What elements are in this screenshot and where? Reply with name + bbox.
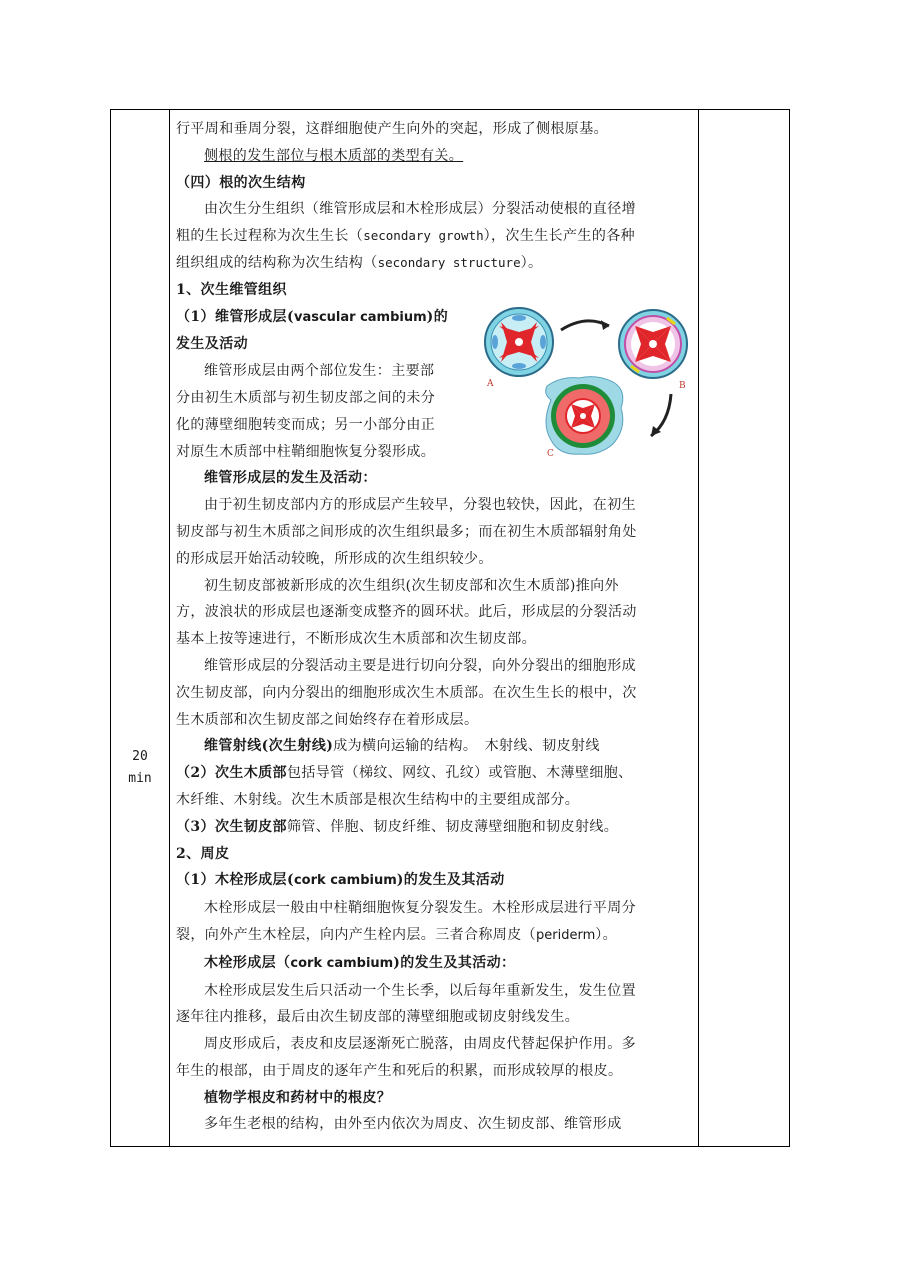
text-line: （2）次生木质部包括导管（梯纹、网纹、孔纹）或管胞、木薄壁细胞、 [176,765,633,782]
time-value: 20 [132,749,148,764]
label-c: C [547,449,554,459]
time-cell [111,746,169,790]
text-line: 裂，向外产生木栓层，向内产生栓内层。三者合称周皮（periderm）。 [176,926,618,943]
text-line: 多年生老根的结构，由外至内依次为周皮、次生韧皮部、维管形成 [204,1116,622,1133]
text-line: 初生韧皮部被新形成的次生组织(次生韧皮部和次生木质部)推向外 [204,577,619,594]
subsection-heading: 木栓形成层（cork cambium)的发生及其活动： [204,954,516,971]
text-line: 木纤维、木射线。次生木质部是根次生结构中的主要组成部分。 [176,791,580,808]
text-line: 维管形成层由两个部位发生：主要部 [204,363,435,380]
column-divider [169,110,170,1146]
text-line: 行平周和垂周分裂，这群细胞使产生向外的突起，形成了侧根原基。 [176,121,608,137]
label-b: B [679,381,686,391]
text-line: 组织组成的结构称为次生结构（secondary structure）。 [176,254,543,271]
text-line: 方，波浪状的形成层也逐渐变成整齐的圆环状。此后，形成层的分裂活动 [176,604,637,621]
subsection-heading: （1）维管形成层(vascular cambium)的 [176,308,449,325]
section-heading: （四）根的次生结构 [176,174,306,191]
text-line: 的形成层开始活动较晚，所形成的次生组织较少。 [176,550,493,567]
text-line: 周皮形成后，表皮和皮层逐渐死亡脱落，由周皮代替起保护作用。多 [204,1036,636,1053]
text-line: 侧根的发生部位与根木质部的类型有关。 [204,147,464,164]
text-line: 年生的根部，由于周皮的逐年产生和死后的积累，而形成较厚的根皮。 [176,1062,623,1079]
text-line: 木栓形成层发生后只活动一个生长季，以后每年重新发生，发生位置 [204,982,636,999]
text-line: 基本上按等速进行，不断形成次生木质部和次生韧皮部。 [176,631,536,648]
text-line: 生木质部和次生韧皮部之间始终存在着形成层。 [176,711,479,728]
text-line: 由于初生韧皮部内方的形成层产生较早，分裂也较快，因此，在初生 [204,497,636,514]
subsection-heading: 维管形成层的发生及活动： [204,470,377,487]
section-heading: 1、次生维管组织 [176,281,287,298]
text-line: 木栓形成层一般由中柱鞘细胞恢复分裂发生。木栓形成层进行平周分 [204,900,636,917]
label-a: A [487,379,494,389]
text-line: 分由初生木质部与初生韧皮部之间的未分 [176,389,436,406]
lesson-table [110,109,790,1147]
text-line: 维管射线(次生射线)成为横向运输的结构。 木射线、韧皮射线 [204,738,600,755]
text-line: 对原生木质部中柱鞘细胞恢复分裂形成。 [176,443,436,460]
stage-a-cross-section [485,308,553,376]
subsection-heading: 发生及活动 [176,336,248,353]
stage-c-cross-section [546,377,623,455]
text-line: 次生韧皮部，向内分裂出的细胞形成次生木质部。在次生生长的根中，次 [176,684,637,701]
text-line: （3）次生韧皮部筛管、伴胞、韧皮纤维、韧皮薄壁细胞和韧皮射线。 [176,818,619,835]
text-line: 韧皮部与初生木质部之间形成的次生组织最多；而在初生木质部辐射角处 [176,523,637,540]
column-divider [698,110,699,1146]
stage-b-cross-section [619,310,687,378]
text-line: 维管形成层的分裂活动主要是进行切向分裂，向外分裂出的细胞形成 [204,657,636,674]
secondary-growth-diagram [481,304,691,474]
text-line: 粗的生长过程称为次生生长（secondary growth），次生生长产生的各种 [176,228,636,245]
time-unit: min [128,771,152,786]
text-line: 由次生分生组织（维管形成层和木栓形成层）分裂活动使根的直径增 [204,201,636,218]
text-line: 逐年往内推移，最后由次生韧皮部的薄壁细胞或韧皮射线发生。 [176,1009,580,1026]
text-line: 化的薄壁细胞转变而成；另一小部分由正 [176,416,436,433]
content-cell [176,116,696,1138]
section-heading: 2、周皮 [176,845,230,862]
subsection-heading: （1）木栓形成层(cork cambium)的发生及其活动 [176,872,505,889]
question-heading: 植物学根皮和药材中的根皮？ [204,1089,392,1106]
